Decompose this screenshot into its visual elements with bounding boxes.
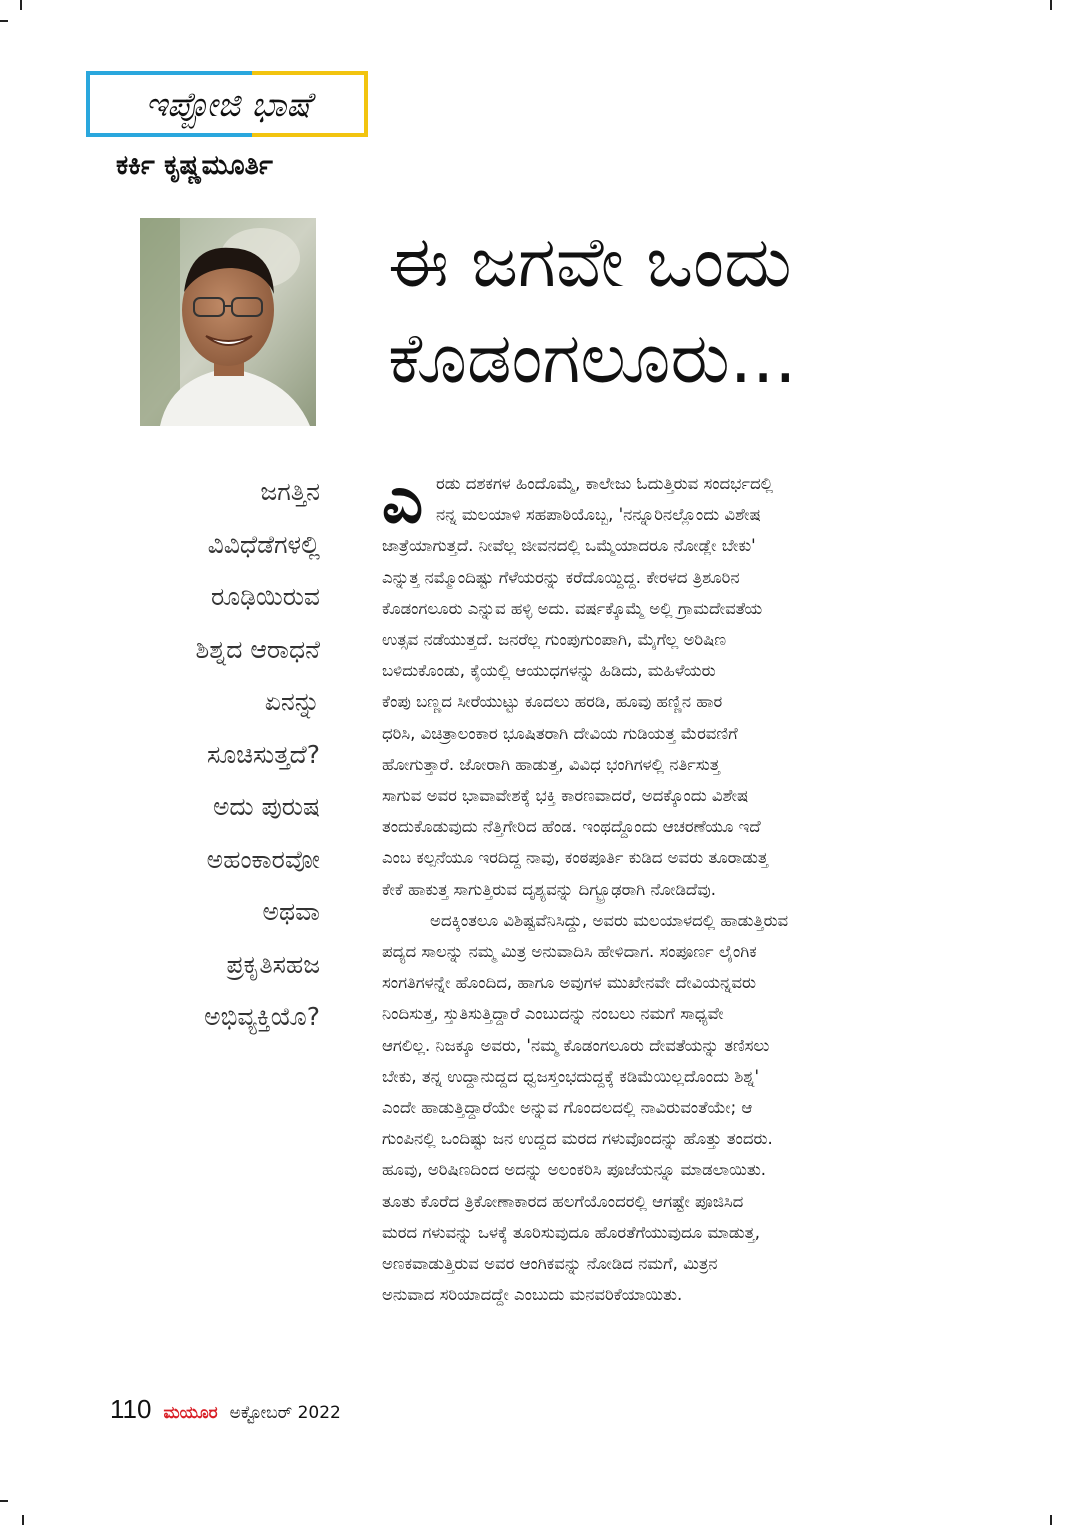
body-line: ಜಾತ್ರೆಯಾಗುತ್ತದೆ. ನೀವೆಲ್ಲ ಜೀವನದಲ್ಲಿ ಒಮ್ಮೆಯಾದರೂ ನೋಡ್ಲೇ ಬೇಕು' (382, 536, 756, 556)
body-line: ತಂದುಕೊಡುವುದು ನೆತ್ತಿಗೇರಿದ ಹೆಂಡ. ಇಂಥದ್ದೊಂದು ಆಚರಣೆಯೂ ಇದೆ (382, 817, 761, 837)
body-line: ಉತ್ಸವ ನಡೆಯುತ್ತದೆ. ಜನರೆಲ್ಲ ಗುಂಪುಗುಂಪಾಗಿ, ಮೈಗೆಲ್ಲ ಅರಿಷಿಣ (382, 630, 727, 650)
crop-mark (0, 1500, 8, 1502)
body-line: ಕೊಡಂಗಲೂರು ಎನ್ನುವ ಹಳ್ಳಿ ಅದು. ವರ್ಷಕ್ಕೊಮ್ಮೆ ಅಲ್ಲಿ ಗ್ರಾಮದೇವತೆಯ (382, 598, 763, 618)
body-line: ಸಾಗುವ ಅವರ ಭಾವಾವೇಶಕ್ಕೆ ಭಕ್ತಿ ಕಾರಣವಾದರೆ, ಅದಕ್ಕೊಂದು ವಿಶೇಷ (382, 786, 749, 806)
crop-mark (0, 20, 8, 22)
body-line: ಅನುವಾದ ಸರಿಯಾದದ್ದೇ ಎಂಬುದು ಮನವರಿಕೆಯಾಯಿತು. (382, 1285, 683, 1305)
body-line: ಹೂವು, ಅರಿಷಿಣದಿಂದ ಅದನ್ನು ಅಲಂಕರಿಸಿ ಪೂಜೆಯನ್ನೂ ಮಾಡಲಾಯಿತು. (382, 1160, 767, 1180)
body-line: ಗುಂಪಿನಲ್ಲಿ ಒಂದಿಷ್ಟು ಜನ ಉದ್ದದ ಮರದ ಗಳುವೊಂದನ್ನು ಹೊತ್ತು ತಂದರು. (382, 1129, 773, 1149)
body-line: ತೂತು ಕೊರೆದ ತ್ರಿಕೋಣಾಕಾರದ ಹಲಗೆಯೊಂದರಲ್ಲಿ ಆಗಷ್ಟೇ ಪೂಜಿಸಿದ (382, 1191, 744, 1211)
title-line-2: ಕೊಡಂಗಲೂರು... (388, 317, 797, 399)
logo-border-yellow-right (364, 71, 368, 137)
body-line: ಎಂದೇ ಹಾಡುತ್ತಿದ್ದಾರೆಯೇ ಅನ್ನುವ ಗೊಂದಲದಲ್ಲಿ ನಾವಿರುವಂತೆಯೇ; ಆ (382, 1098, 753, 1118)
pull-quote-line: ಏನನ್ನು (264, 687, 320, 716)
article-title (388, 214, 1028, 406)
logo-border-blue-left (86, 71, 90, 137)
pull-quote-line: ಅಹಂಕಾರವೋ (206, 844, 320, 874)
logo-border-blue-top (86, 71, 252, 75)
magazine-name: ಮಯೂರ (163, 1403, 218, 1423)
author-portrait-image (140, 218, 316, 426)
body-line: ನನ್ನ ಮಲಯಾಳಿ ಸಹಪಾಠಿಯೊಬ್ಬ, 'ನನ್ನೂರಿನಲ್ಲೊಂದು ವಿಶೇಷ (436, 505, 761, 525)
pull-quote-line: ವಿವಿಧೆಡೆಗಳಲ್ಲಿ (207, 529, 320, 559)
pull-quote-line: ಪ್ರಕೃತಿಸಹಜ (226, 949, 320, 979)
pull-quote-line: ಶಿಶ್ನದ ಆರಾಧನೆ (195, 634, 320, 664)
page-number: 110 (110, 1394, 152, 1424)
pull-quote-line: ಜಗತ್ತಿನ (260, 477, 320, 506)
body-line: ಎನ್ನುತ್ತ ನಮ್ಮೊಂದಿಷ್ಟು ಗೆಳೆಯರನ್ನು ಕರೆದೊಯ್ದಿದ್ದ. ಕೇರಳದ ತ್ರಿಶೂರಿನ (382, 567, 740, 587)
logo-border-yellow-bottom (252, 133, 368, 137)
body-line: ಆಗಲಿಲ್ಲ. ನಿಜಕ್ಕೂ ಅವರು, 'ನಮ್ಮ ಕೊಡಂಗಲೂರು ದೇವತೆಯನ್ನು ತಣಿಸಲು (382, 1035, 770, 1055)
logo-border-yellow-top (252, 71, 368, 75)
body-line: ಅಣಕವಾಡುತ್ತಿರುವ ಅವರ ಆಂಗಿಕವನ್ನು ನೋಡಿದ ನಮಗೆ, ಮಿತ್ರನ (382, 1254, 718, 1274)
body-line: ಕೇಕೆ ಹಾಕುತ್ತ ಸಾಗುತ್ತಿರುವ ದೃಶ್ಯವನ್ನು ದಿಗ್ಭ್ರೂಢರಾಗಿ ನೋಡಿದೆವು. (382, 879, 716, 899)
pull-quote-line: ಅಥವಾ (262, 897, 320, 926)
body-line: ಹೋಗುತ್ತಾರೆ. ಜೋರಾಗಿ ಹಾಡುತ್ತ, ವಿವಿಧ ಭಂಗಿಗಳಲ್ಲಿ ನರ್ತಿಸುತ್ತ (382, 754, 720, 774)
drop-cap: ಎ (382, 463, 424, 538)
paragraph-1 (382, 463, 992, 905)
body-line: ನಿಂದಿಸುತ್ತ, ಸ್ತುತಿಸುತ್ತಿದ್ದಾರೆ ಎಂಬುದನ್ನು ನಂಬಲು ನಮಗೆ ಸಾಧ್ಯವೇ (382, 1004, 724, 1024)
author-name: ಕರ್ಕಿ ಕೃಷ್ಣಮೂರ್ತಿ (116, 150, 273, 181)
pull-quote (120, 466, 320, 1044)
crop-mark (1050, 0, 1052, 10)
crop-mark (20, 0, 22, 10)
pull-quote-line: ಸೂಚಿಸುತ್ತದೆ? (206, 739, 320, 769)
article-body (382, 463, 992, 1310)
title-line-1: ಈ ಜಗವೇ ಒಂದು (388, 221, 792, 303)
pull-quote-line: ಅದು ಪುರುಷ (212, 792, 320, 821)
crop-mark (22, 1515, 24, 1525)
pull-quote-line: ಅಭಿವ್ಯಕ್ತಿಯೊ? (204, 1002, 320, 1031)
body-line: ಬೇಕು, ತನ್ನ ಉದ್ದಾನುದ್ದದ ಧ್ವಜಸ್ತಂಭದುದ್ದಕ್ಕೆ ಕಡಿಮೆಯಿಲ್ಲದೊಂದು ಶಿಶ್ನ' (382, 1066, 760, 1086)
column-name: ಇಪ್ಪೋಜಿ ಭಾಷೆ (145, 85, 311, 125)
author-photo (140, 218, 316, 426)
body-line: ಪದ್ಯದ ಸಾಲನ್ನು ನಮ್ಮ ಮಿತ್ರ ಅನುವಾದಿಸಿ ಹೇಳಿದಾಗ. ಸಂಪೂರ್ಣ ಲೈಂಗಿಕ (382, 942, 757, 962)
body-line: ಅದಕ್ಕಿಂತಲೂ ವಿಶಿಷ್ಟವೆನಿಸಿದ್ದು, ಅವರು ಮಲಯಾಳದಲ್ಲಿ ಹಾಡುತ್ತಿರುವ (430, 910, 789, 930)
body-line: ರಡು ದಶಕಗಳ ಹಿಂದೊಮ್ಮೆ, ಕಾಲೇಜು ಓದುತ್ತಿರುವ ಸಂದರ್ಭದಲ್ಲಿ (436, 474, 774, 493)
logo-border-blue-bottom (86, 133, 252, 137)
body-line: ಧರಿಸಿ, ವಿಚಿತ್ರಾಲಂಕಾರ ಭೂಷಿತರಾಗಿ ದೇವಿಯ ಗುಡಿಯತ್ತ ಮೆರವಣಿಗೆ (382, 723, 738, 743)
body-line: ಎಂಬ ಕಲ್ಪನೆಯೂ ಇರದಿದ್ದ ನಾವು, ಕಂಠಪೂರ್ತಿ ಕುಡಿದ ಅವರು ತೂರಾಡುತ್ತ (382, 848, 769, 868)
body-line: ಸಂಗತಿಗಳನ್ನೇ ಹೊಂದಿದ, ಹಾಗೂ ಅವುಗಳ ಮುಖೇನವೇ ದೇವಿಯನ್ನವರು (382, 973, 756, 993)
page-footer (110, 1394, 341, 1428)
body-line: ಬಳಿದುಕೊಂಡು, ಕೈಯಲ್ಲಿ ಆಯುಧಗಳನ್ನು ಹಿಡಿದು, ಮಹಿಳೆಯರು (382, 661, 716, 681)
paragraph-2 (382, 905, 992, 1311)
issue-date: ಅಕ್ಟೋಬರ್ 2022 (229, 1403, 341, 1423)
body-line: ಕೆಂಪು ಬಣ್ಣದ ಸೀರೆಯುಟ್ಟು ಕೂದಲು ಹರಡಿ, ಹೂವು ಹಣ್ಣಿನ ಹಾರ (382, 692, 723, 712)
crop-mark (1050, 1515, 1052, 1525)
pull-quote-line: ರೂಢಿಯಿರುವ (210, 582, 320, 611)
body-line: ಮರದ ಗಳುವನ್ನು ಒಳಕ್ಕೆ ತೂರಿಸುವುದೂ ಹೊರತೆಗೆಯುವುದೂ ಮಾಡುತ್ತ, (382, 1222, 761, 1242)
